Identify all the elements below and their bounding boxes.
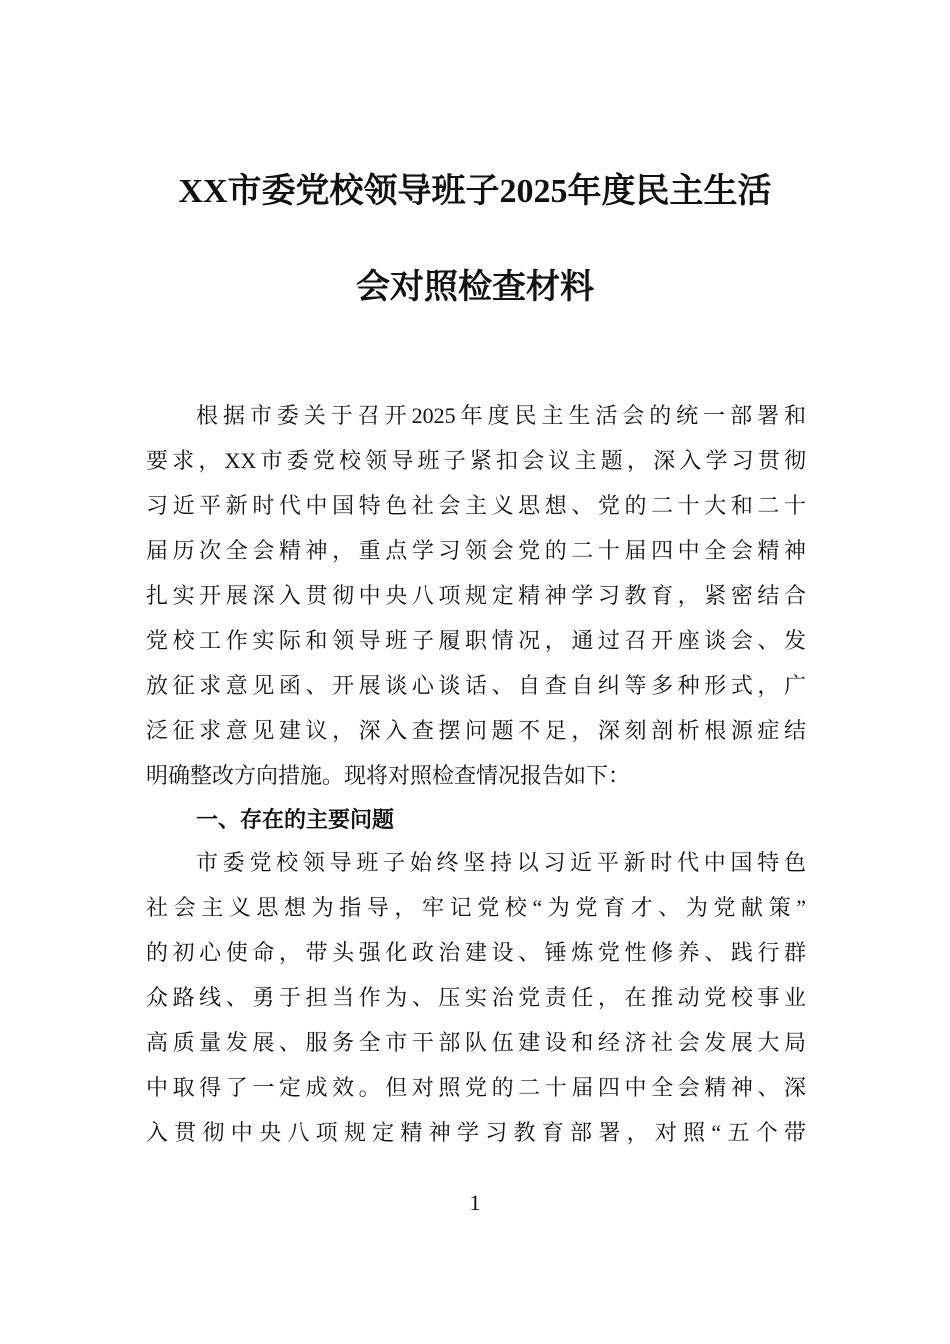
paragraph-line: 市委党校领导班子始终坚持以习近平新时代中国特色	[196, 850, 806, 875]
document-title-line-1: XX市委党校领导班子2025年度民主生活	[178, 173, 772, 210]
paragraph-line: 入贯彻中央八项规定精神学习教育部署，对照“五个带	[146, 1120, 806, 1145]
paragraph-line: 扎实开展深入贯彻中央八项规定精神学习教育，紧密结合	[146, 583, 806, 608]
paragraph-line: 社会主义思想为指导，牢记党校“为党育才、为党献策”	[146, 895, 806, 920]
paragraph-line: 高质量发展、服务全市干部队伍建设和经济社会发展大局	[146, 1030, 806, 1055]
paragraph-line: 放征求意见函、开展谈心谈话、自查自纠等多种形式，广	[146, 673, 806, 698]
page-number: 1	[469, 1190, 481, 1215]
paragraph-line: 要求，XX市委党校领导班子紧扣会议主题，深入学习贯彻	[146, 448, 806, 473]
paragraph-line: 泛征求意见建议，深入查摆问题不足，深刻剖析根源症结	[146, 718, 806, 743]
paragraph-line: 众路线、勇于担当作为、压实治党责任，在推动党校事业	[146, 985, 806, 1010]
document-title-line-2: 会对照检查材料	[356, 269, 594, 306]
paragraph-line: 根据市委关于召开2025年度民主生活会的统一部署和	[196, 403, 806, 428]
section-heading: 一、存在的主要问题	[196, 807, 395, 832]
paragraph-line: 中取得了一定成效。但对照党的二十届四中全会精神、深	[146, 1075, 806, 1100]
paragraph-line: 党校工作实际和领导班子履职情况，通过召开座谈会、发	[146, 628, 806, 653]
paragraph-line: 习近平新时代中国特色社会主义思想、党的二十大和二十	[146, 493, 806, 518]
paragraph-line: 届历次全会精神，重点学习领会党的二十届四中全会精神	[146, 538, 806, 563]
paragraph-line: 的初心使命，带头强化政治建设、锤炼党性修养、践行群	[146, 940, 806, 965]
paragraph-line: 明确整改方向措施。现将对照检查情况报告如下：	[146, 763, 631, 788]
